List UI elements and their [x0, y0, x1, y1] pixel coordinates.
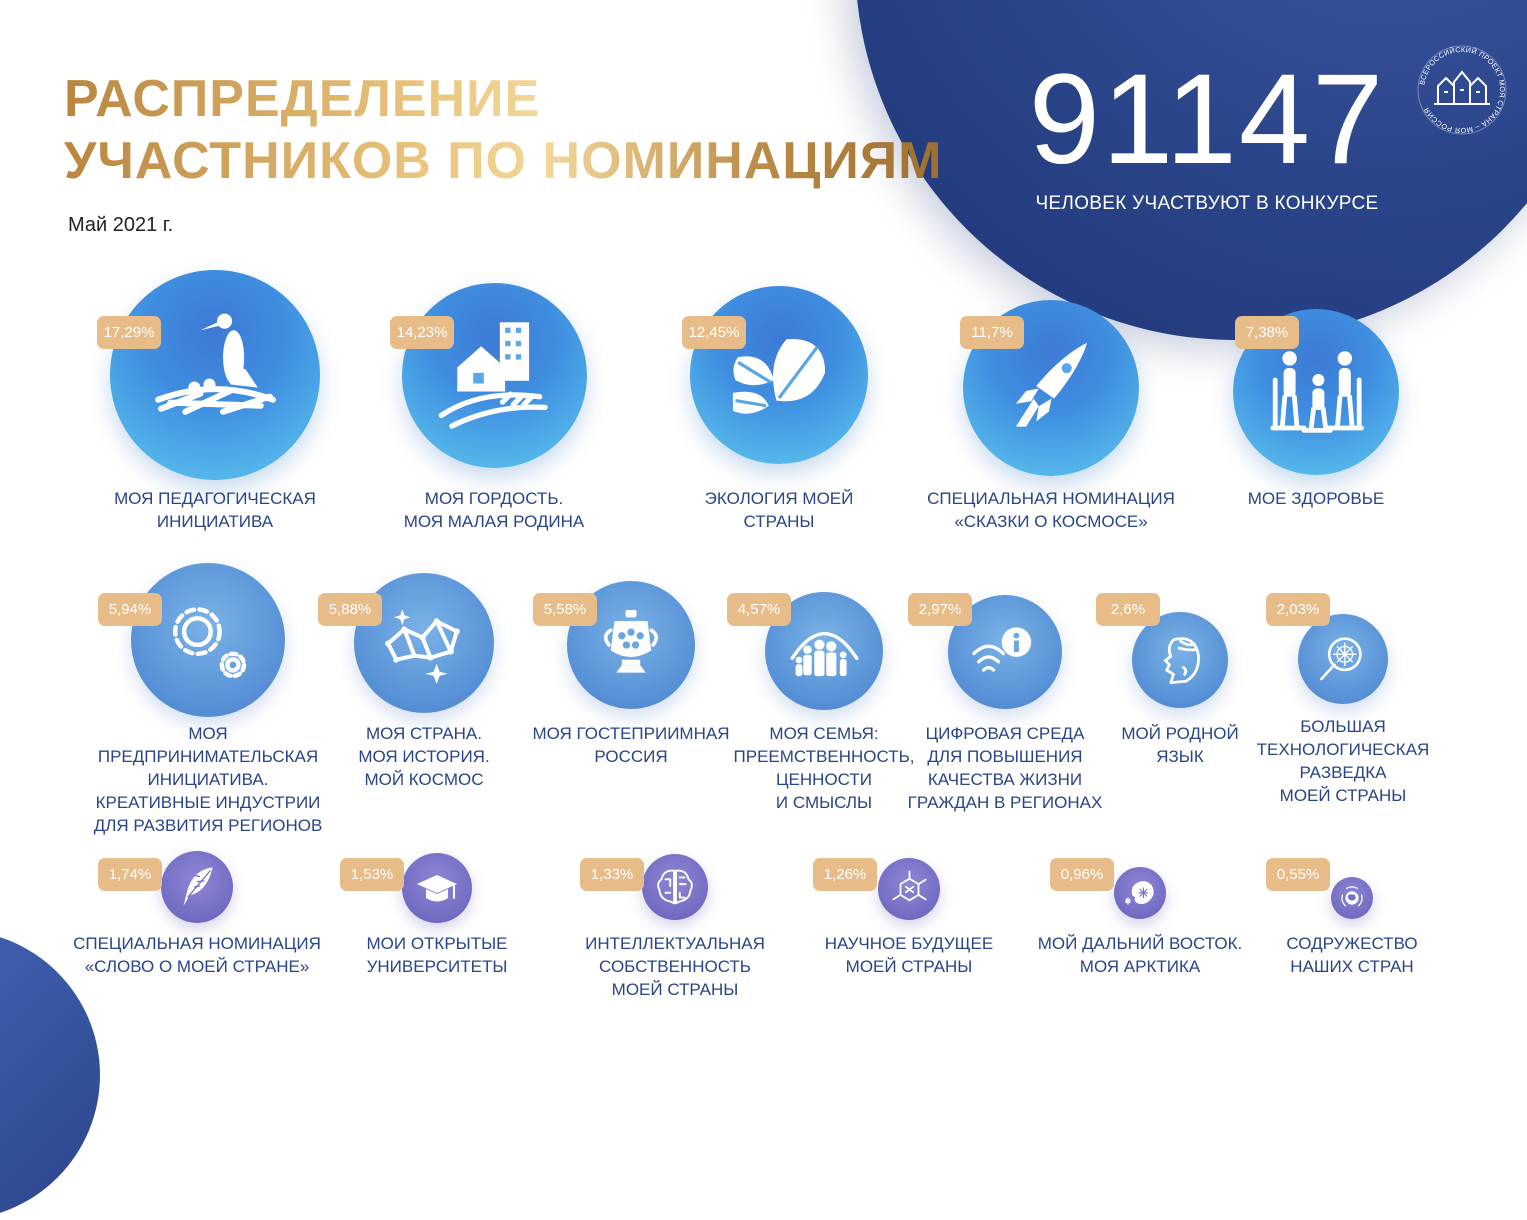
- nomination-label: МОЕ ЗДОРОВЬЕ: [1247, 489, 1385, 508]
- nomination-label: ЭКОЛОГИЯ МОЕЙ СТРАНЫ: [704, 489, 854, 531]
- pushkin-icon: [1146, 626, 1215, 695]
- nomination-label: ИНТЕЛЛЕКТУАЛЬНАЯ СОБСТВЕННОСТЬ МОЕЙ СТРАНЫ: [585, 934, 765, 999]
- nomination-circle: [402, 283, 587, 468]
- nomination-circle: [642, 854, 708, 920]
- percent-badge: 5,58%: [533, 593, 597, 626]
- nomination-label: БОЛЬШАЯ ТЕХНОЛОГИЧЕСКАЯ РАЗВЕДКА МОЕЙ СТРАНЫ: [1256, 717, 1430, 805]
- percent-badge: 4,57%: [727, 593, 791, 626]
- skiers-icon: [1256, 332, 1376, 452]
- percent-badge: 0,55%: [1266, 858, 1330, 891]
- nomination-circle: [1298, 614, 1388, 704]
- nomination-circle: [110, 270, 320, 480]
- nomination-label: СПЕЦИАЛЬНАЯ НОМИНАЦИЯ «СЛОВО О МОЕЙ СТРАНЕ»: [73, 934, 321, 976]
- nomination-circle: [131, 563, 285, 717]
- nomination-label: МОЙ ДАЛЬНИЙ ВОСТОК. МОЯ АРКТИКА: [1037, 934, 1243, 976]
- nomination-label: СОДРУЖЕСТВО НАШИХ СТРАН: [1286, 934, 1418, 976]
- nomination-circle: [1331, 877, 1373, 919]
- percent-badge: 12,45%: [682, 316, 746, 349]
- nomination-label: МОЙ РОДНОЙ ЯЗЫК: [1121, 724, 1239, 766]
- nomination-circle: [402, 853, 472, 923]
- percent-badge: 2,97%: [908, 593, 972, 626]
- percent-badge: 0,96%: [1050, 858, 1114, 891]
- percent-badge: 5,94%: [98, 593, 162, 626]
- nomination-label: МОЯ ПРЕДПРИНИМАТЕЛЬСКАЯ ИНИЦИАТИВА. КРЕАТИВНЫЕ ИНДУСТРИИ ДЛЯ РАЗВИТИЯ РЕГИОНОВ: [93, 724, 323, 835]
- nomination-circle: [161, 851, 233, 923]
- percent-badge: 1,26%: [813, 858, 877, 891]
- percent-badge: 11,7%: [960, 316, 1024, 349]
- percent-badge: 17,29%: [97, 316, 161, 349]
- globe-hands-icon: [1337, 883, 1367, 913]
- percent-badge: 2,03%: [1266, 593, 1330, 626]
- total-participants: 91147: [1028, 48, 1386, 191]
- nomination-label: МОЯ ПЕДАГОГИЧЕСКАЯ ИНИЦИАТИВА: [114, 489, 316, 531]
- samovar-icon: [585, 599, 677, 691]
- page-title: [64, 68, 942, 192]
- graduation-cap-icon: [412, 863, 462, 913]
- nomination-label: МОЯ СЕМЬЯ: ПРЕЕМСТВЕННОСТЬ, ЦЕННОСТИ И СМЫСЛЫ: [733, 724, 915, 812]
- nomination-label: МОЯ ГОРДОСТЬ. МОЯ МАЛАЯ РОДИНА: [403, 489, 585, 531]
- project-logo-icon: [1414, 42, 1510, 138]
- percent-badge: 1,74%: [98, 858, 162, 891]
- nomination-circle: [1114, 867, 1166, 919]
- quill-icon: [171, 861, 223, 913]
- nomination-circle: [1132, 612, 1228, 708]
- constellation-icon: [374, 593, 475, 694]
- nomination-label: МОЯ ГОСТЕПРИИМНАЯ РОССИЯ: [532, 724, 730, 766]
- title-line-1: РАСПРЕДЕЛЕНИЕ: [64, 70, 541, 128]
- brain-circuit-icon: [651, 863, 699, 911]
- nomination-circle: [878, 858, 940, 920]
- wifi-info-icon: [964, 611, 1046, 693]
- snowflake-map-icon: [1122, 875, 1159, 912]
- percent-badge: 1,53%: [340, 858, 404, 891]
- percent-badge: 2,6%: [1096, 593, 1160, 626]
- report-date: Май 2021 г.: [68, 214, 174, 236]
- magnifier-icon: [1311, 627, 1376, 692]
- logo-text: ВСЕРОССИЙСКИЙ ПРОЕКТ МОЯ СТРАНА – МОЯ РОССИЯ: [1417, 44, 1508, 136]
- percent-badge: 7,38%: [1235, 316, 1299, 349]
- nomination-circle: [690, 286, 868, 464]
- family-icon: [782, 609, 867, 694]
- stork-nest-icon: [140, 300, 291, 451]
- nomination-label: НАУЧНОЕ БУДУЩЕЕ МОЕЙ СТРАНЫ: [824, 934, 994, 976]
- title-line-2: УЧАСТНИКОВ ПО НОМИНАЦИЯМ: [64, 132, 943, 190]
- nomination-label: МОИ ОТКРЫТЫЕ УНИВЕРСИТЕТЫ: [366, 934, 508, 976]
- percent-badge: 5,88%: [318, 593, 382, 626]
- total-caption: ЧЕЛОВЕК УЧАСТВУЮТ В КОНКУРСЕ: [1035, 193, 1379, 214]
- percent-badge: 14,23%: [390, 316, 454, 349]
- nomination-label: МОЯ СТРАНА. МОЯ ИСТОРИЯ. МОЙ КОСМОС: [358, 724, 490, 789]
- gears-icon: [153, 585, 264, 696]
- percent-badge: 1,33%: [580, 858, 644, 891]
- molecule-icon: [887, 867, 932, 912]
- nomination-label: ЦИФРОВАЯ СРЕДА ДЛЯ ПОВЫШЕНИЯ КАЧЕСТВА ЖИЗНИ ГРАЖДАН В РЕГИОНАХ: [907, 724, 1103, 812]
- nomination-label: СПЕЦИАЛЬНАЯ НОМИНАЦИЯ «СКАЗКИ О КОСМОСЕ»: [927, 489, 1175, 531]
